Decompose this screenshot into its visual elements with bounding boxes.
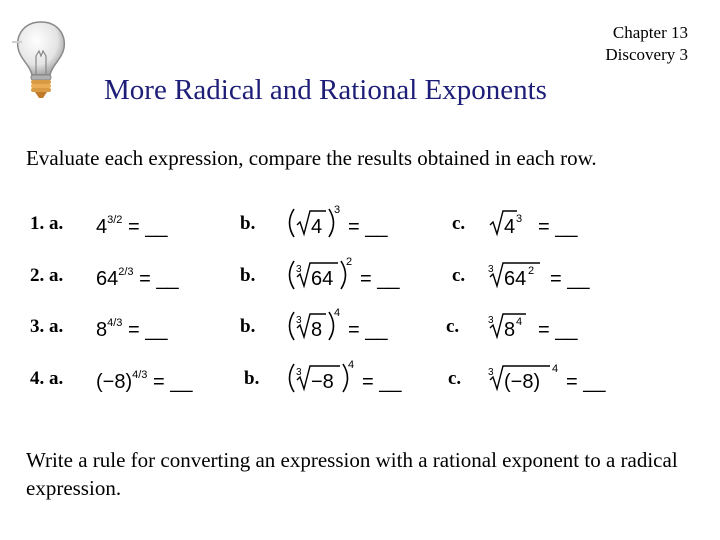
root-index: 3 — [488, 264, 494, 275]
expression-c — [486, 203, 606, 243]
problem-row-4 — [0, 358, 720, 398]
radicand: (−8) — [504, 371, 541, 393]
expression-a — [96, 369, 192, 394]
part-c-label: c. — [446, 316, 460, 337]
radicand: 4 — [504, 216, 516, 238]
base: 64 — [96, 268, 119, 290]
root-index: 3 — [488, 315, 494, 326]
part-c-label: c. — [452, 265, 466, 286]
expression-b — [282, 255, 422, 295]
exponent: 3/2 — [107, 214, 123, 226]
exponent: 4 — [552, 363, 559, 375]
part-c-label: c. — [448, 368, 462, 389]
row-label: 2. a. — [30, 265, 64, 286]
part-b-label: b. — [240, 265, 256, 286]
problem-row-2 — [0, 255, 720, 295]
root-index: 3 — [296, 315, 302, 326]
part-c-label: c. — [452, 213, 466, 234]
equals-blank: = __ — [127, 216, 168, 238]
chapter-label: Chapter 13 — [612, 23, 688, 42]
equals-blank: = __ — [362, 371, 402, 393]
exponent: 4 — [334, 307, 341, 319]
root-index: 3 — [488, 367, 494, 378]
exponent: 3 — [334, 204, 341, 216]
base: 4 — [96, 216, 108, 238]
problem-row-3 — [0, 306, 720, 346]
part-b-label: b. — [244, 368, 260, 389]
radicand: 8 — [504, 319, 516, 341]
radicand: 64 — [504, 268, 527, 290]
row-label: 3. a. — [30, 316, 64, 337]
row-label: 1. a. — [30, 213, 64, 234]
exponent: 4/3 — [132, 369, 148, 381]
expression-b — [282, 358, 422, 398]
expression-c — [486, 306, 606, 346]
expression-b — [282, 203, 412, 243]
exponent: 3 — [516, 213, 523, 225]
root-index: 3 — [296, 264, 302, 275]
lightbulb-icon — [10, 18, 72, 104]
equals-blank: = __ — [348, 319, 388, 341]
exponent: 4 — [516, 316, 523, 328]
equals-blank: = __ — [566, 371, 606, 393]
equals-blank: = __ — [127, 319, 168, 341]
equals-blank: = __ — [538, 319, 578, 341]
instructions-text: Evaluate each expression, compare the results obtained in each row. — [26, 146, 597, 170]
discovery-label: Discovery 3 — [605, 45, 688, 64]
equals-blank: = __ — [139, 268, 179, 290]
expression-a — [96, 214, 167, 239]
base: (−8) — [96, 371, 133, 393]
equals-blank: = __ — [550, 268, 590, 290]
problem-row-1 — [0, 203, 720, 243]
equals-blank: = __ — [348, 216, 388, 238]
radicand: 8 — [311, 319, 323, 341]
expression-a — [96, 317, 167, 342]
exponent: 2 — [346, 256, 353, 268]
base: 8 — [96, 319, 108, 341]
exponent: 4 — [348, 359, 355, 371]
radicand: 64 — [311, 268, 334, 290]
expression-b — [282, 306, 412, 346]
expression-c — [486, 358, 626, 398]
equals-blank: = __ — [360, 268, 400, 290]
part-b-label: b. — [240, 213, 256, 234]
exponent: 2 — [528, 265, 535, 277]
page-title: More Radical and Rational Exponents — [104, 74, 547, 106]
expression-c — [486, 255, 616, 295]
row-label: 4. a. — [30, 368, 64, 389]
equals-blank: = __ — [152, 371, 193, 393]
chapter-heading — [605, 22, 688, 66]
exponent: 2/3 — [118, 266, 134, 278]
radicand: 4 — [311, 216, 323, 238]
exponent: 4/3 — [107, 317, 123, 329]
root-index: 3 — [296, 367, 302, 378]
expression-a — [96, 266, 179, 291]
equals-blank: = __ — [538, 216, 578, 238]
part-b-label: b. — [240, 316, 256, 337]
radicand: −8 — [311, 371, 334, 393]
rule-prompt: Write a rule for converting an expression with a rational exponent to a radical expression. — [26, 448, 678, 500]
